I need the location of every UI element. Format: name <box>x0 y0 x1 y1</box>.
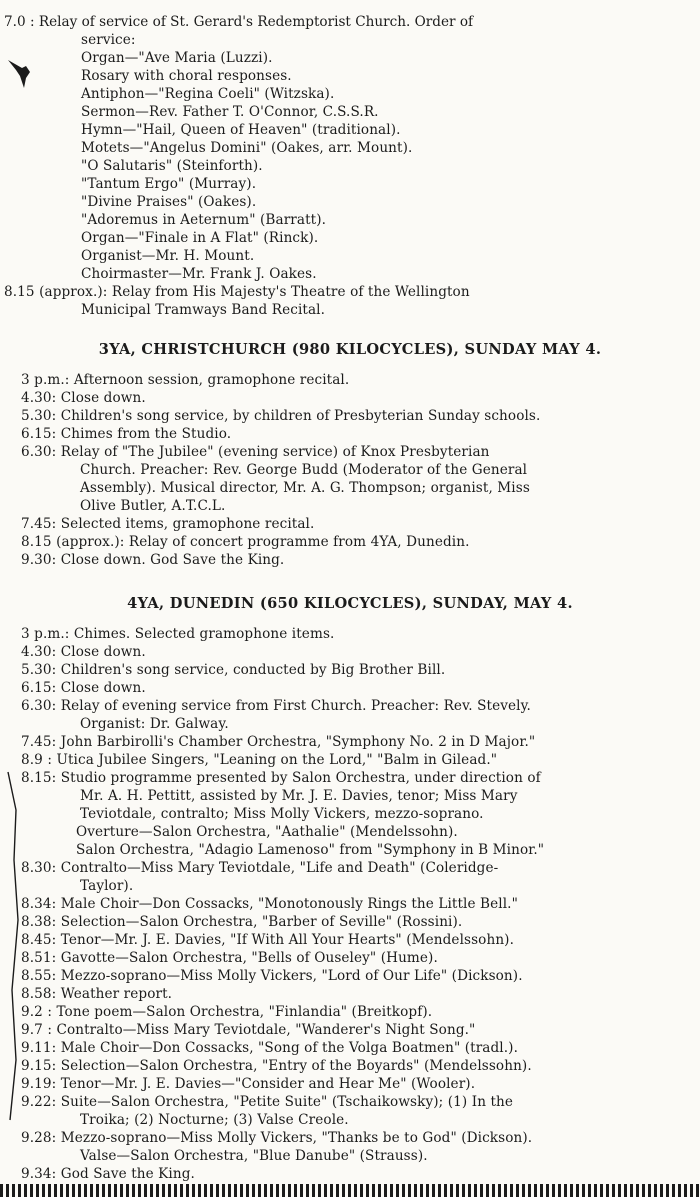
text-line: 4.30: Close down. <box>21 390 146 406</box>
text-line: 8.15 (approx.): Relay of concert programme from 4YA, Dunedin. <box>21 534 470 550</box>
text-line: 8.34: Male Choir—Don Cossacks, "Monotonously Rings the Little Bell." <box>21 896 518 912</box>
text-line: Olive Butler, A.T.C.L. <box>80 498 226 514</box>
text-line: 9.22: Suite—Salon Orchestra, "Petite Suite" (Tschaikowsky); (1) In the <box>21 1094 514 1110</box>
text-line: 5.30: Children's song service, by children of Presbyterian Sunday schools. <box>21 408 541 424</box>
text-line: 9.11: Male Choir—Don Cossacks, "Song of the Volga Boatmen" (tradl.). <box>21 1040 518 1056</box>
text-line: Overture—Salon Orchestra, "Aathalie" (Mendelssohn). <box>76 824 458 840</box>
text-line: 8.55: Mezzo-soprano—Miss Molly Vickers, "Lord of Our Life" (Dickson). <box>21 968 523 984</box>
text-line: 9.34: God Save the King. <box>21 1166 195 1182</box>
text-line: Taylor). <box>80 878 134 894</box>
text-line: 7.45: John Barbirolli's Chamber Orchestra, "Symphony No. 2 in D Major." <box>21 734 536 750</box>
text-line: 6.30: Relay of evening service from First Church. Preacher: Rev. Stevely. <box>21 698 531 714</box>
text-line: 8.45: Tenor—Mr. J. E. Davies, "If With All Your Hearts" (Mendelssohn). <box>21 932 514 948</box>
heading-3ya-christchurch: 3YA, CHRISTCHURCH (980 KILOCYCLES), SUNDAY MAY 4. <box>98 341 602 358</box>
text-line: service: <box>81 32 136 48</box>
text-line: Mr. A. H. Pettitt, assisted by Mr. J. E. Davies, tenor; Miss Mary <box>80 788 518 804</box>
text-line: 9.28: Mezzo-soprano—Miss Molly Vickers, "Thanks be to God" (Dickson). <box>21 1130 533 1146</box>
text-line: Rosary with choral responses. <box>81 68 292 84</box>
text-line: Motets—"Angelus Domini" (Oakes, arr. Mount). <box>81 140 413 156</box>
text-line: Organist—Mr. H. Mount. <box>81 248 255 264</box>
text-line: 6.30: Relay of "The Jubilee" (evening service) of Knox Presbyterian <box>21 444 490 460</box>
text-line: Sermon—Rev. Father T. O'Connor, C.S.S.R. <box>81 104 379 120</box>
text-line: 3 p.m.: Chimes. Selected gramophone items. <box>21 626 335 642</box>
entry-7-0 <box>4 14 692 32</box>
text-line: 8.9 : Utica Jubilee Singers, "Leaning on the Lord," "Balm in Gilead." <box>21 752 498 768</box>
text-line: "Adoremus in Aeternum" (Barratt). <box>81 212 327 228</box>
text-line: Organist: Dr. Galway. <box>80 716 229 732</box>
text-line: Antiphon—"Regina Coeli" (Witzska). <box>81 86 335 102</box>
text-line: 7.0 : Relay of service of St. Gerard's Redemptorist Church. Order of <box>4 14 474 30</box>
text-line: Assembly). Musical director, Mr. A. G. Thompson; organist, Miss <box>80 480 530 496</box>
text-line: Municipal Tramways Band Recital. <box>81 302 326 318</box>
text-line: 8.15: Studio programme presented by Salon Orchestra, under direction of <box>21 770 541 786</box>
text-line: 8.15 (approx.): Relay from His Majesty's Theatre of the Wellington <box>4 284 470 300</box>
text-line: "Divine Praises" (Oakes). <box>81 194 257 210</box>
text-line: Organ—"Finale in A Flat" (Rinck). <box>81 230 319 246</box>
text-line: 6.15: Close down. <box>21 680 146 696</box>
text-line: Salon Orchestra, "Adagio Lamenoso" from "Symphony in B Minor." <box>76 842 545 858</box>
bottom-border-rule <box>0 1184 700 1197</box>
text-line: 9.30: Close down. God Save the King. <box>21 552 285 568</box>
text-line: 8.51: Gavotte—Salon Orchestra, "Bells of Ouseley" (Hume). <box>21 950 438 966</box>
text-line: 4.30: Close down. <box>21 644 146 660</box>
text-line: Troika; (2) Nocturne; (3) Valse Creole. <box>80 1112 349 1128</box>
text-line: 9.19: Tenor—Mr. J. E. Davies—"Consider and Hear Me" (Wooler). <box>21 1076 476 1092</box>
text-line: Valse—Salon Orchestra, "Blue Danube" (Strauss). <box>80 1148 428 1164</box>
text-line: Teviotdale, contralto; Miss Molly Vickers, mezzo-soprano. <box>80 806 484 822</box>
text-line: 8.30: Contralto—Miss Mary Teviotdale, "Life and Death" (Coleridge- <box>21 860 499 876</box>
text-line: 5.30: Children's song service, conducted by Big Brother Bill. <box>21 662 446 678</box>
text-line: 9.7 : Contralto—Miss Mary Teviotdale, "Wanderer's Night Song." <box>21 1022 476 1038</box>
text-line: Hymn—"Hail, Queen of Heaven" (traditional). <box>81 122 401 138</box>
text-line: 3 p.m.: Afternoon session, gramophone recital. <box>21 372 350 388</box>
heading-4ya-dunedin: 4YA, DUNEDIN (650 KILOCYCLES), SUNDAY, MAY 4. <box>127 595 573 612</box>
text-line: 9.15: Selection—Salon Orchestra, "Entry of the Boyards" (Mendelssohn). <box>21 1058 532 1074</box>
text-line: 9.2 : Tone poem—Salon Orchestra, "Finlandia" (Breitkopf). <box>21 1004 433 1020</box>
text-line: 8.38: Selection—Salon Orchestra, "Barber of Seville" (Rossini). <box>21 914 463 930</box>
text-line: 6.15: Chimes from the Studio. <box>21 426 232 442</box>
text-line: Choirmaster—Mr. Frank J. Oakes. <box>81 266 317 282</box>
text-line: Organ—"Ave Maria (Luzzi). <box>81 50 273 66</box>
text-line: Church. Preacher: Rev. George Budd (Moderator of the General <box>80 462 528 478</box>
ink-blot-mark <box>6 54 46 94</box>
text-line: 7.45: Selected items, gramophone recital. <box>21 516 315 532</box>
text-line: "O Salutaris" (Steinforth). <box>81 158 263 174</box>
text-line: "Tantum Ergo" (Murray). <box>81 176 257 192</box>
text-line: 8.58: Weather report. <box>21 986 173 1002</box>
